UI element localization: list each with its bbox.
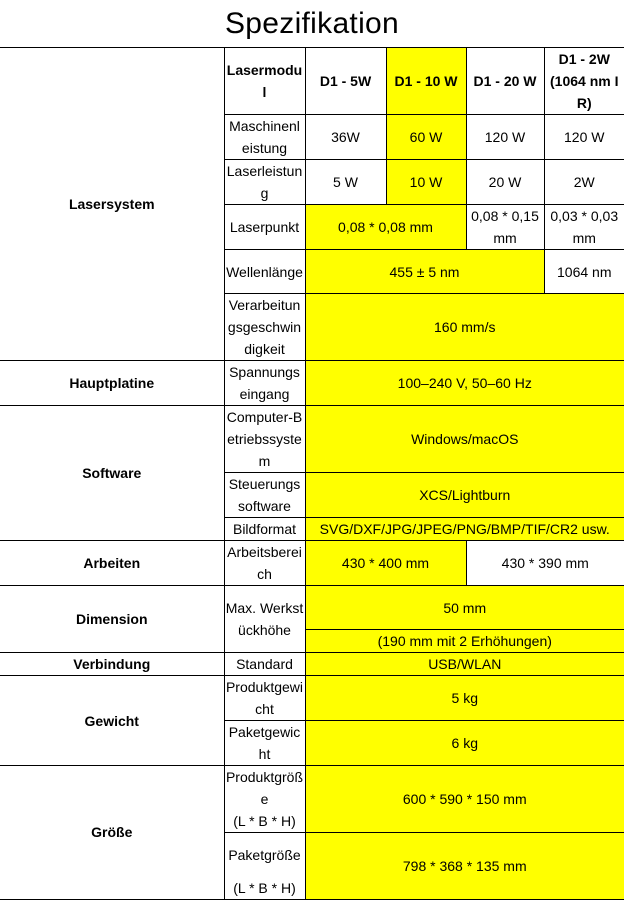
header-d1-10w: D1 - 10 W: [386, 48, 466, 115]
label-produktgroesse-sub: (L * B * H): [224, 810, 305, 833]
label-wellenlaenge: Wellenlänge: [224, 250, 305, 294]
row-werkstueckhoehe: [0, 586, 624, 630]
value-laserpunkt-5w-10w: 0,08 * 0,08 mm: [305, 205, 466, 250]
label-verarbeitungsgeschwindigkeit: Verarbeitungsgeschwindigkeit: [224, 294, 305, 361]
category-arbeiten: Arbeiten: [0, 541, 224, 586]
category-verbindung: Verbindung: [0, 653, 224, 676]
value-laserleistung-20w: 20 W: [466, 160, 544, 205]
header-d1-5w: D1 - 5W: [305, 48, 386, 115]
value-paketgewicht: 6 kg: [305, 721, 624, 766]
value-steuerungssoftware: XCS/Lightburn: [305, 473, 624, 518]
value-werkstueckhoehe: 50 mm: [305, 586, 624, 630]
value-wellenlaenge-2w: 1064 nm: [544, 250, 624, 294]
value-paketgroesse: 798 * 368 * 135 mm: [305, 833, 624, 900]
row-verbindung: [0, 653, 624, 676]
header-lasermodul: Lasermodul: [224, 48, 305, 115]
label-arbeitsbereich: Arbeitsbereich: [224, 541, 305, 586]
value-maschinenleistung-20w: 120 W: [466, 115, 544, 160]
label-produktgewicht: Produktgewicht: [224, 676, 305, 721]
label-spannungseingang: Spannungseingang: [224, 361, 305, 406]
header-d1-2w-line1: D1 - 2W: [558, 51, 610, 67]
label-laserleistung: Laserleistung: [224, 160, 305, 205]
value-produktgewicht: 5 kg: [305, 676, 624, 721]
label-paketgroesse-sub: (L * B * H): [224, 877, 305, 900]
value-arbeitsbereich-20w-2w: 430 * 390 mm: [466, 541, 624, 586]
header-d1-2w-line2: (1064 nm IR): [550, 73, 619, 111]
category-gewicht: Gewicht: [0, 676, 224, 766]
page-title: Spezifikation: [225, 7, 399, 40]
category-software: Software: [0, 406, 224, 541]
value-spannungseingang: 100–240 V, 50–60 Hz: [305, 361, 624, 406]
value-laserleistung-5w: 5 W: [305, 160, 386, 205]
label-bildformat: Bildformat: [224, 518, 305, 541]
category-dimension: Dimension: [0, 586, 224, 653]
label-paketgroesse: Paketgröße: [224, 833, 305, 877]
value-verbindung: USB/WLAN: [305, 653, 624, 676]
label-werkstueckhoehe: Max. Werkstückhöhe: [224, 586, 305, 653]
value-maschinenleistung-2w: 120 W: [544, 115, 624, 160]
value-maschinenleistung-5w: 36W: [305, 115, 386, 160]
value-bildformat: SVG/DXF/JPG/JPEG/PNG/BMP/TIF/CR2 usw.: [305, 518, 624, 541]
label-betriebssystem: Computer-Betriebssystem: [224, 406, 305, 473]
value-maschinenleistung-10w: 60 W: [386, 115, 466, 160]
category-lasersystem: Lasersystem: [0, 48, 224, 361]
value-wellenlaenge-5w-20w: 455 ± 5 nm: [305, 250, 544, 294]
value-verarbeitungsgeschwindigkeit: 160 mm/s: [305, 294, 624, 361]
row-spannungseingang: [0, 361, 624, 406]
row-arbeitsbereich: [0, 541, 624, 586]
label-steuerungssoftware: Steuerungssoftware: [224, 473, 305, 518]
label-laserpunkt: Laserpunkt: [224, 205, 305, 250]
value-werkstueckhoehe-note: (190 mm mit 2 Erhöhungen): [305, 630, 624, 653]
value-laserpunkt-20w: 0,08 * 0,15 mm: [466, 205, 544, 250]
label-paketgewicht: Paketgewicht: [224, 721, 305, 766]
row-produktgewicht: [0, 676, 624, 721]
label-maschinenleistung: Maschinenleistung: [224, 115, 305, 160]
header-row: [0, 48, 624, 115]
row-betriebssystem: [0, 406, 624, 473]
value-produktgroesse: 600 * 590 * 150 mm: [305, 766, 624, 833]
label-verbindung: Standard: [224, 653, 305, 676]
value-laserleistung-10w: 10 W: [386, 160, 466, 205]
value-laserpunkt-2w: 0,03 * 0,03 mm: [544, 205, 624, 250]
value-laserleistung-2w: 2W: [544, 160, 624, 205]
header-d1-20w: D1 - 20 W: [466, 48, 544, 115]
category-hauptplatine: Hauptplatine: [0, 361, 224, 406]
spec-table: [0, 47, 624, 900]
label-produktgroesse: Produktgröße: [224, 766, 305, 811]
value-arbeitsbereich-5w-10w: 430 * 400 mm: [305, 541, 466, 586]
header-d1-2w: [544, 48, 624, 115]
category-groesse: Größe: [0, 766, 224, 900]
row-produktgroesse: [0, 766, 624, 811]
value-betriebssystem: Windows/macOS: [305, 406, 624, 473]
